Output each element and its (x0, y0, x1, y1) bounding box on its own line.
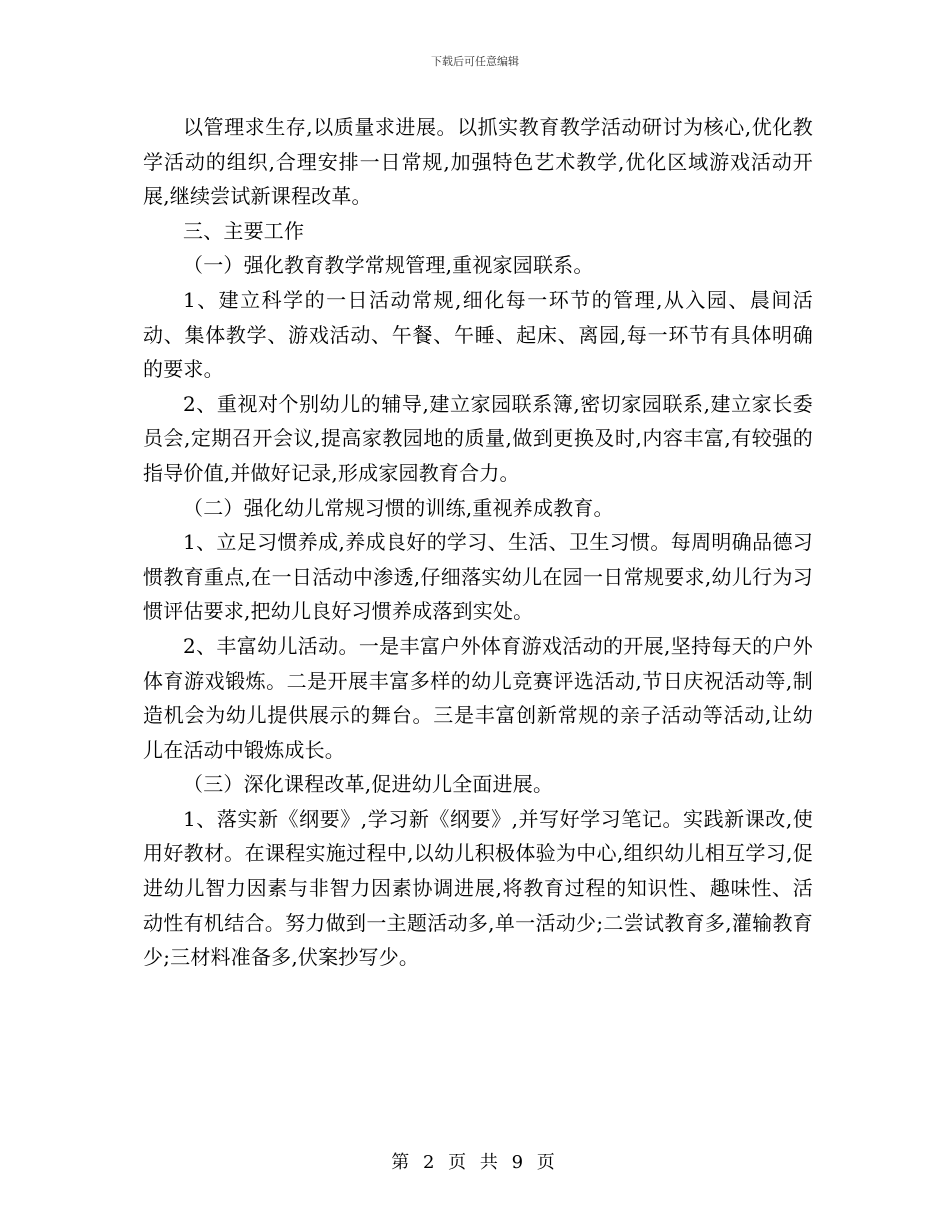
subheading-1: （一）强化教育教学常规管理,重视家园联系。 (183, 253, 594, 278)
paragraph-intro: 以管理求生存,以质量求进展。以抓实教育教学活动研讨为核心,优化教学活动的组织,合理安排一日常规,加强特色艺术教学,优化区域游戏活动开展,继续尝试新课程改革。 (143, 115, 813, 209)
subheading-3: （三）深化课程改革,促进幼儿全面进展。 (183, 772, 554, 797)
paragraph-3-1: 1、落实新《纲要》,学习新《纲要》,并写好学习笔记。实践新课改,使用好教材。在课程实施过程中,以幼儿积极体验为中心,组织幼儿相互学习,促进幼儿智力因素与非智力因素协调进展,将教育过程的知识性、趣味性、活动性有机结合。努力做到一主题活动多,单一活动少;二尝试教育多,灌输教育少;三材料准备多,伏案抄写少。 (143, 806, 813, 970)
paragraph-2-2: 2、丰富幼儿活动。一是丰富户外体育游戏活动的开展,坚持每天的户外体育游戏锻炼。二是开展丰富多样的幼儿竞赛评选活动,节日庆祝活动等,制造机会为幼儿提供展示的舞台。三是丰富创新常规的亲子活动等活动,让幼儿在活动中锻炼成长。 (143, 633, 813, 762)
document-body (143, 110, 813, 975)
page-header-note: 下载后可任意编辑 (431, 55, 519, 68)
paragraph-1-1: 1、建立科学的一日活动常规,细化每一环节的管理,从入园、晨间活动、集体教学、游戏活动、午餐、午睡、起床、离园,每一环节有具体明确的要求。 (143, 287, 813, 382)
paragraph-2-1: 1、立足习惯养成,养成良好的学习、生活、卫生习惯。每周明确品德习惯教育重点,在一日活动中渗透,仔细落实幼儿在园一日常规要求,幼儿行为习惯评估要求,把幼儿良好习惯养成落到实处。 (143, 530, 813, 624)
paragraph-1-2: 2、重视对个别幼儿的辅导,建立家园联系簿,密切家园联系,建立家长委员会,定期召开会议,提高家教园地的质量,做到更换及时,内容丰富,有较强的指导价值,并做好记录,形成家园教育合力。 (143, 391, 813, 485)
subheading-2: （二）强化幼儿常规习惯的训练,重视养成教育。 (183, 495, 614, 520)
page-number: 第 2 页 共 9 页 (391, 1152, 559, 1173)
section-heading-main-work: 三、主要工作 (183, 218, 305, 243)
